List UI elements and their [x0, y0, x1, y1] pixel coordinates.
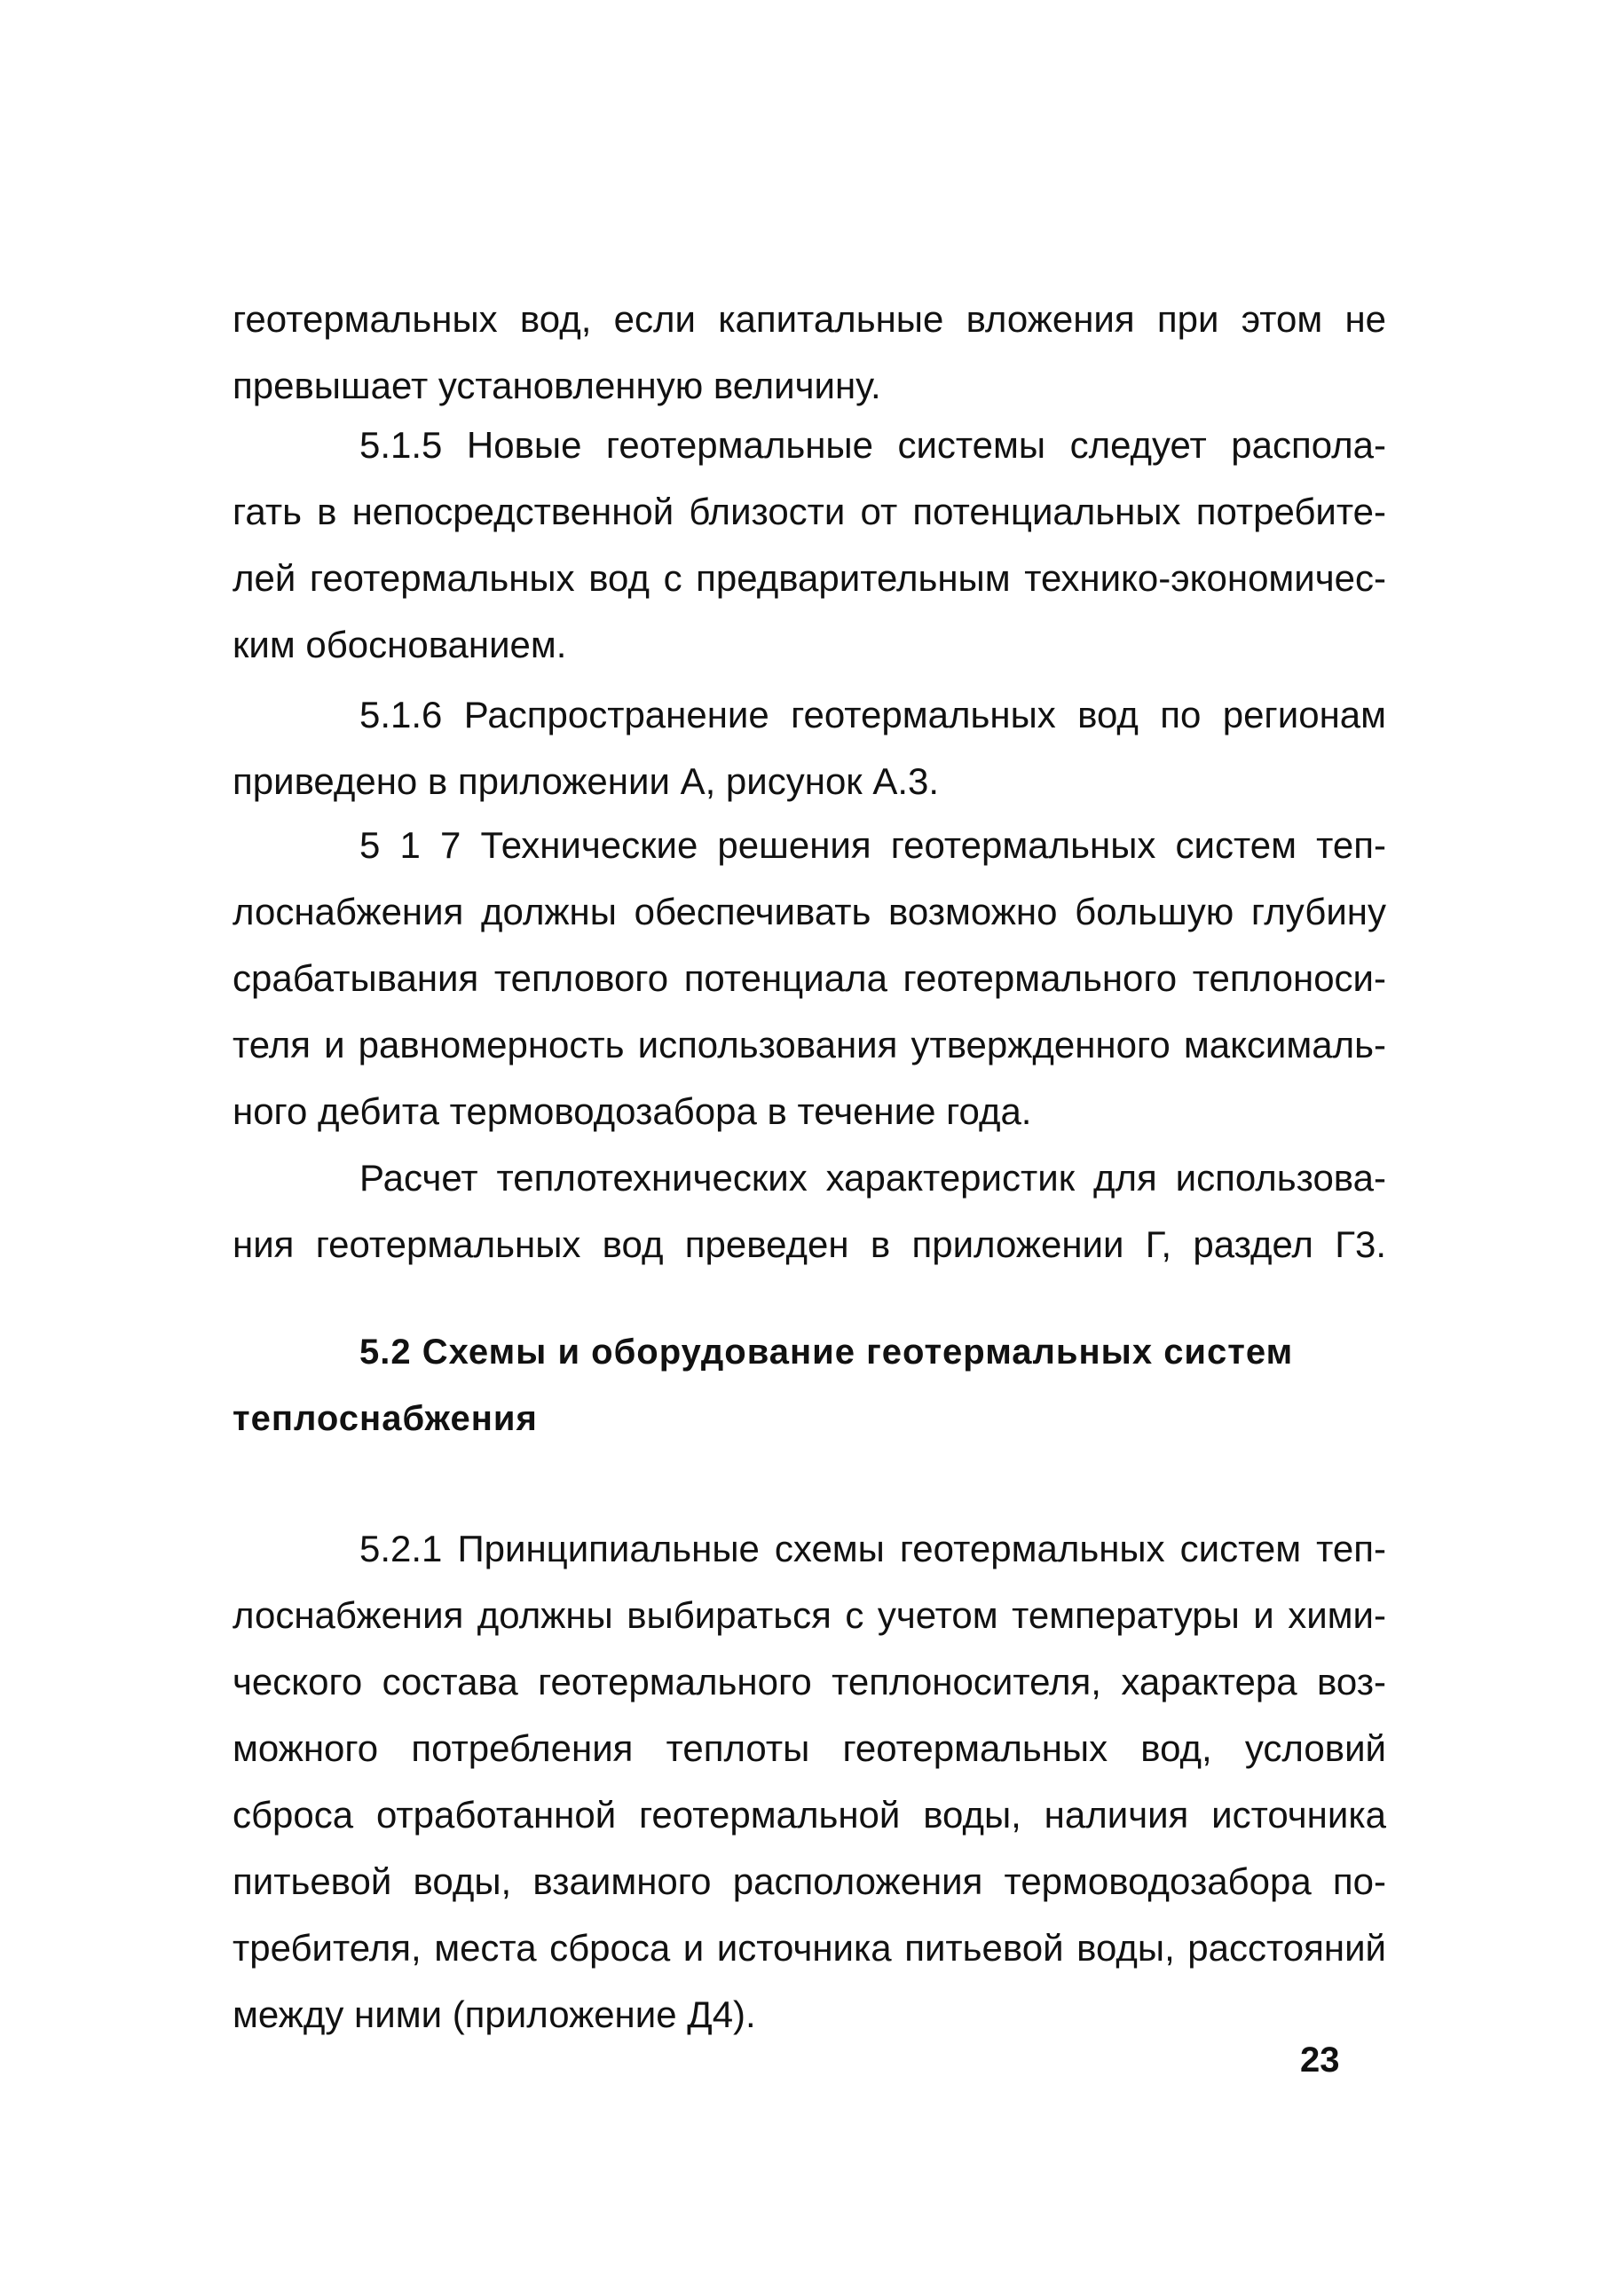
text-line: Расчет теплотехнических характеристик для использова-: [359, 1157, 1386, 1199]
paragraph-5-1-6: [233, 681, 1386, 814]
section-heading-5-2: [233, 1319, 1386, 1452]
text-line: гать в непосредственной близости от потенциальных потребите-: [233, 491, 1386, 532]
paragraph-5-1-5: [233, 412, 1386, 678]
text-line: 5.2.1 Принципиальные схемы геотермальных систем теп-: [359, 1528, 1386, 1569]
text-line: приведено в приложении А, рисунок А.3.: [233, 760, 940, 802]
heading-line: 5.2 Схемы и оборудование геотермальных систем: [359, 1333, 1294, 1372]
text-line: лоснабжения должны выбираться с учетом температуры и хими-: [233, 1594, 1386, 1636]
text-line: ким обоснованием.: [233, 624, 567, 665]
paragraph-5-1-7: [233, 812, 1386, 1144]
text-line: можного потребления теплоты геотермальных вод, условий: [233, 1727, 1386, 1769]
paragraph-continuation: [233, 286, 1386, 419]
text-line: лей геотермальных вод с предварительным технико-экономичес-: [233, 557, 1386, 599]
paragraph-5-2-1: [233, 1515, 1386, 2048]
text-line: превышает установленную величину.: [233, 365, 881, 406]
text-line: лоснабжения должны обеспечивать возможно большую глубину: [233, 891, 1386, 932]
text-line: ческого состава геотермального теплоносителя, характера воз-: [233, 1661, 1386, 1702]
text-line: 5 1 7 Технические решения геотермальных систем теп-: [359, 824, 1386, 866]
text-line: 5.1.5 Новые геотермальные системы следует распола-: [359, 424, 1386, 466]
text-line: 5.1.6 Распространение геотермальных вод по регионам: [359, 694, 1386, 735]
text-line: срабатывания теплового потенциала геотермального теплоноси-: [233, 957, 1386, 999]
heading-line: теплоснабжения: [233, 1399, 538, 1438]
text-line: теля и равномерность использования утвержденного максималь-: [233, 1024, 1386, 1065]
text-line: ного дебита термоводозабора в течение года.: [233, 1090, 1032, 1132]
page-number: 23: [1300, 2040, 1340, 2080]
text-line: геотермальных вод, если капитальные вложения при этом не: [233, 298, 1386, 340]
text-line: питьевой воды, взаимного расположения термоводозабора по-: [233, 1860, 1386, 1902]
text-line: между ними (приложение Д4).: [233, 1993, 756, 2035]
text-line: ния геотермальных вод преведен в приложении Г, раздел Г3.: [233, 1223, 1386, 1265]
paragraph-calculation: [233, 1144, 1386, 1278]
text-line: требителя, места сброса и источника питьевой воды, расстояний: [233, 1927, 1386, 1969]
text-line: сброса отработанной геотермальной воды, наличия источника: [233, 1794, 1386, 1836]
